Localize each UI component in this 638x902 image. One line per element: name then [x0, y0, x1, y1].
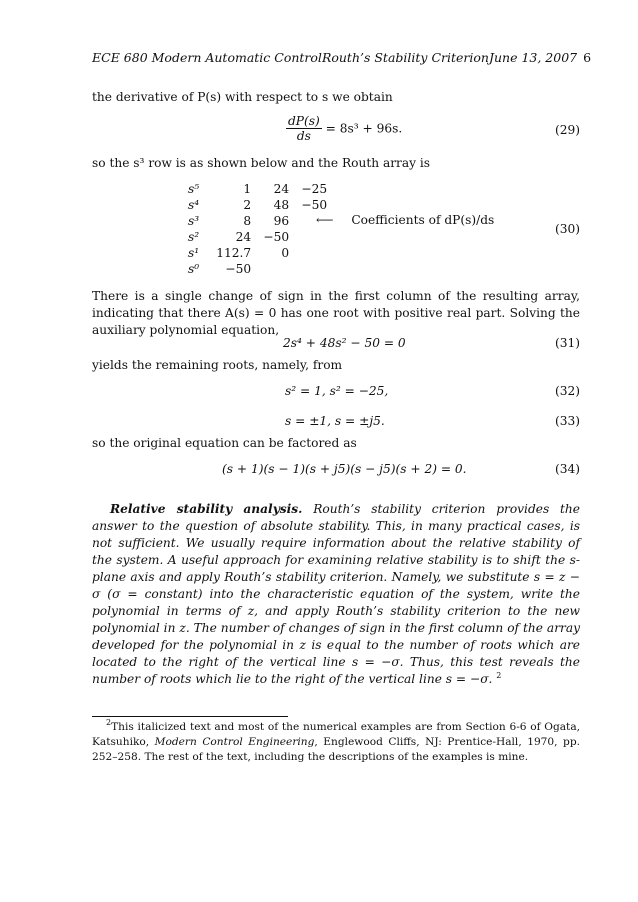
- routh-array: [184, 181, 334, 277]
- header-date-page: [489, 50, 591, 65]
- arrow-left-icon: ⟵: [316, 213, 334, 227]
- paragraph-remaining-roots: yields the remaining roots, namely, from: [92, 358, 343, 372]
- routh-row-label: s⁰: [188, 262, 200, 276]
- routh-annotation: [316, 213, 494, 227]
- section-heading: Relative stability analysis.: [110, 502, 303, 516]
- routh-row-label: s³: [188, 214, 200, 228]
- paragraph-sign-change: There is a single change of sign in the first column of the resulting array, indicating that there A(s) = 0 has one root with positive real part. Solving the auxiliary polynomial equation,: [92, 289, 580, 337]
- footnote-rule: [92, 716, 288, 717]
- routh-row-label: s¹: [188, 246, 200, 260]
- equation-32: s² = 1, s² = −25,: [285, 384, 389, 398]
- page-number: 6: [583, 50, 592, 65]
- routh-cell: 8: [243, 214, 252, 228]
- routh-cell: 24: [273, 182, 290, 196]
- routh-cell: 96: [273, 214, 290, 228]
- footnote-number: 2: [106, 718, 112, 727]
- routh-row: [184, 213, 331, 229]
- routh-row: [184, 197, 331, 213]
- routh-row: [184, 261, 331, 277]
- routh-row-label: s⁴: [188, 198, 200, 212]
- equation-29-rhs: = 8s³ + 96s.: [325, 121, 403, 136]
- equation-number-32: (32): [554, 384, 580, 398]
- routh-row: [184, 229, 331, 245]
- equation-34: (s + 1)(s − 1)(s + j5)(s − j5)(s + 2) = 0.: [222, 462, 467, 476]
- equation-number-31: (31): [554, 336, 580, 350]
- routh-cell: −25: [301, 182, 328, 196]
- routh-cell: 112.7: [216, 246, 252, 260]
- running-header: [92, 50, 592, 65]
- routh-note: Coefficients of dP(s)/ds: [351, 213, 495, 227]
- routh-row-label: s⁵: [188, 182, 200, 196]
- routh-cell: 0: [281, 246, 290, 260]
- fraction-dPds: $\frac{dP(s)}{ds}$: [288, 114, 320, 143]
- routh-cell: [293, 229, 331, 245]
- equation-29: [286, 114, 402, 143]
- routh-row: [184, 181, 331, 197]
- footnote: $^2$This italicized text and most of the numerical examples are from Section 6-6 of Ogata, Katsuhiko, Modern Control Engineering, Englewood Cliffs, NJ: Prentice-Hall, 1970, pp. 252–258. The rest of the text, including the descriptions of the examples is mine.: [92, 718, 580, 763]
- footnote-marker: 2: [496, 671, 502, 680]
- equation-31: 2s⁴ + 48s² − 50 = 0: [283, 336, 406, 350]
- paragraph-routh-intro: so the s³ row is as shown below and the Routh array is: [92, 156, 431, 170]
- routh-row: [184, 245, 331, 261]
- paragraph-derivative: the derivative of P(s) with respect to s we obtain: [92, 90, 393, 104]
- paragraph-factored: so the original equation can be factored as: [92, 436, 357, 450]
- routh-cell: 2: [243, 198, 252, 212]
- routh-cell: 1: [243, 182, 252, 196]
- header-topic: Routh’s Stability Criterion: [321, 50, 489, 65]
- routh-cell: [293, 261, 331, 277]
- section-body: Routh’s stability criterion provides the answer to the question of absolute stability. This, in many practical cases, is not sufficient. We usually require information about the relative stability of the system. A useful approach for examining relative stability is to shift the s-plane axis and apply Routh’s stability criterion. Namely, we substitute s = z − σ (σ = constant) into the characteristic equation of the system, write the polynomial in terms of z, and apply Routh’s stability criterion to the new polynomial in z. The number of changes of sign in the first column of the array developed for the polynomial in z is equal to the number of roots which are located to the right of the vertical line s = −σ. Thus, this test reveals the number of roots which lie to the right of the vertical line s = −σ.: [92, 502, 580, 686]
- relative-stability-paragraph: [92, 501, 580, 688]
- equation-number-30: (30): [554, 222, 580, 236]
- footnote-book-title: Modern Control Engineering: [154, 736, 315, 748]
- routh-cell: [255, 261, 293, 277]
- header-course: ECE 680 Modern Automatic Control: [92, 50, 322, 65]
- routh-cell: 48: [273, 198, 290, 212]
- equation-number-33: (33): [554, 414, 580, 428]
- routh-cell: −50: [301, 198, 328, 212]
- routh-cell: −50: [263, 230, 290, 244]
- routh-table: [184, 181, 334, 277]
- equation-33: s = ±1, s = ±j5.: [285, 414, 385, 428]
- routh-cell: 24: [235, 230, 252, 244]
- equation-number-34: (34): [554, 462, 580, 476]
- routh-cell: [293, 245, 331, 261]
- equation-number-29: (29): [554, 123, 580, 137]
- header-date: June 13, 2007: [488, 50, 578, 65]
- routh-cell: −50: [225, 262, 252, 276]
- routh-row-label: s²: [188, 230, 200, 244]
